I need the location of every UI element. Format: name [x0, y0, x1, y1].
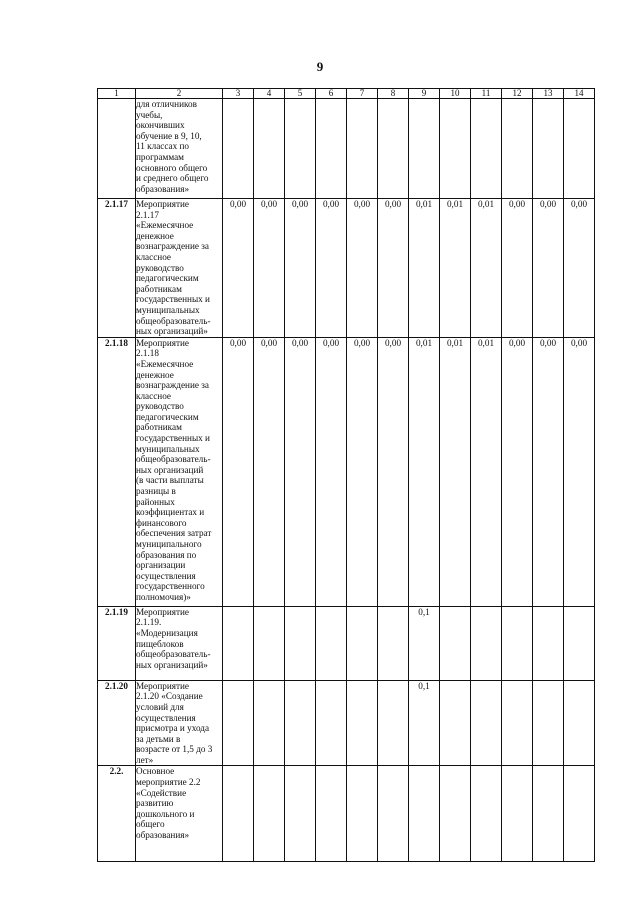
column-header: 12	[502, 89, 533, 99]
value-cell	[533, 606, 564, 680]
value-cell	[471, 766, 502, 862]
row-description-cell: Мероприятие 2.1.20 «Создание условий для осуществления присмотра и ухода за детьми в возрасте от 1,5 до 3 лет»	[136, 680, 223, 766]
table-row	[98, 337, 595, 606]
value-cell	[533, 99, 564, 199]
value-cell	[254, 606, 285, 680]
value-cell	[564, 680, 595, 766]
value-cell	[564, 606, 595, 680]
value-cell: 0,00	[502, 337, 533, 606]
row-number-cell: 2.1.19	[98, 606, 136, 680]
value-cell	[316, 99, 347, 199]
value-cell: 0,1	[409, 606, 440, 680]
value-cell	[378, 766, 409, 862]
column-header: 10	[440, 89, 471, 99]
value-cell: 0,1	[409, 680, 440, 766]
value-cell: 0,00	[533, 337, 564, 606]
value-cell: 0,01	[409, 337, 440, 606]
column-header: 6	[316, 89, 347, 99]
value-cell	[347, 766, 378, 862]
column-header: 9	[409, 89, 440, 99]
row-description-cell: Мероприятие 2.1.18 «Ежемесячное денежное вознаграждение за классное руководство педагогическим работникам государственных и муниципальных общеобразователь- ных организаций (в части выплаты разницы в районных коэффициентах и финансового обеспечения затрат муниципального образования по организации осуществления государственного полномочия)»	[136, 337, 223, 606]
value-cell	[440, 606, 471, 680]
value-cell: 0,00	[254, 337, 285, 606]
row-description-cell: Мероприятие 2.1.17 «Ежемесячное денежное вознаграждение за классное руководство педагогическим работникам государственных и муниципальных общеобразователь- ных организаций»	[136, 199, 223, 338]
value-cell	[223, 766, 254, 862]
table-row	[98, 766, 595, 862]
value-cell	[254, 766, 285, 862]
value-cell	[285, 766, 316, 862]
row-description-cell: Мероприятие 2.1.19. «Модернизация пищеблоков общеобразователь- ных организаций»	[136, 606, 223, 680]
column-header: 13	[533, 89, 564, 99]
value-cell: 0,00	[378, 199, 409, 338]
column-header: 11	[471, 89, 502, 99]
value-cell	[347, 680, 378, 766]
value-cell	[316, 680, 347, 766]
column-header: 1	[98, 89, 136, 99]
value-cell	[223, 680, 254, 766]
column-header-row	[98, 89, 595, 99]
value-cell: 0,00	[316, 199, 347, 338]
value-cell	[223, 606, 254, 680]
value-cell	[409, 99, 440, 199]
page-number: 9	[316, 59, 324, 74]
table-row	[98, 680, 595, 766]
value-cell: 0,00	[285, 337, 316, 606]
value-cell	[285, 606, 316, 680]
value-cell	[285, 99, 316, 199]
value-cell	[564, 766, 595, 862]
value-cell: 0,00	[316, 337, 347, 606]
value-cell: 0,01	[440, 337, 471, 606]
column-header: 14	[564, 89, 595, 99]
value-cell	[316, 606, 347, 680]
table-row	[98, 606, 595, 680]
value-cell	[254, 680, 285, 766]
value-cell: 0,00	[223, 337, 254, 606]
column-header: 8	[378, 89, 409, 99]
column-header: 5	[285, 89, 316, 99]
column-header: 7	[347, 89, 378, 99]
value-cell: 0,00	[347, 199, 378, 338]
row-number-cell	[98, 99, 136, 199]
value-cell	[378, 680, 409, 766]
value-cell	[471, 680, 502, 766]
value-cell: 0,01	[471, 199, 502, 338]
value-cell	[316, 766, 347, 862]
value-cell	[347, 606, 378, 680]
row-number-cell: 2.2.	[98, 766, 136, 862]
value-cell: 0,00	[564, 337, 595, 606]
row-description-cell: Основное мероприятие 2.2 «Содействие развитию дошкольного и общего образования»	[136, 766, 223, 862]
value-cell	[502, 766, 533, 862]
value-cell	[409, 766, 440, 862]
value-cell: 0,00	[533, 199, 564, 338]
value-cell	[440, 766, 471, 862]
value-cell	[502, 99, 533, 199]
table-row	[98, 99, 595, 199]
column-header: 3	[223, 89, 254, 99]
value-cell: 0,00	[254, 199, 285, 338]
value-cell: 0,00	[223, 199, 254, 338]
value-cell	[440, 99, 471, 199]
value-cell	[502, 680, 533, 766]
value-cell: 0,00	[347, 337, 378, 606]
value-cell	[285, 680, 316, 766]
value-cell: 0,00	[564, 199, 595, 338]
row-number-cell: 2.1.18	[98, 337, 136, 606]
value-cell	[378, 99, 409, 199]
value-cell: 0,01	[471, 337, 502, 606]
value-cell	[223, 99, 254, 199]
value-cell	[564, 99, 595, 199]
value-cell: 0,01	[440, 199, 471, 338]
value-cell: 0,00	[285, 199, 316, 338]
table-row	[98, 199, 595, 338]
value-cell: 0,01	[409, 199, 440, 338]
value-cell	[471, 99, 502, 199]
program-table	[97, 88, 595, 862]
column-header: 4	[254, 89, 285, 99]
row-description-cell: для отличников учебы, окончивших обучение в 9, 10, 11 классах по программам основного общего и среднего общего образования»	[136, 99, 223, 199]
value-cell: 0,00	[502, 199, 533, 338]
value-cell	[440, 680, 471, 766]
column-header: 2	[136, 89, 223, 99]
value-cell	[533, 680, 564, 766]
row-number-cell: 2.1.17	[98, 199, 136, 338]
value-cell	[533, 766, 564, 862]
value-cell	[347, 99, 378, 199]
value-cell	[254, 99, 285, 199]
value-cell	[502, 606, 533, 680]
value-cell	[471, 606, 502, 680]
value-cell	[378, 606, 409, 680]
value-cell: 0,00	[378, 337, 409, 606]
row-number-cell: 2.1.20	[98, 680, 136, 766]
